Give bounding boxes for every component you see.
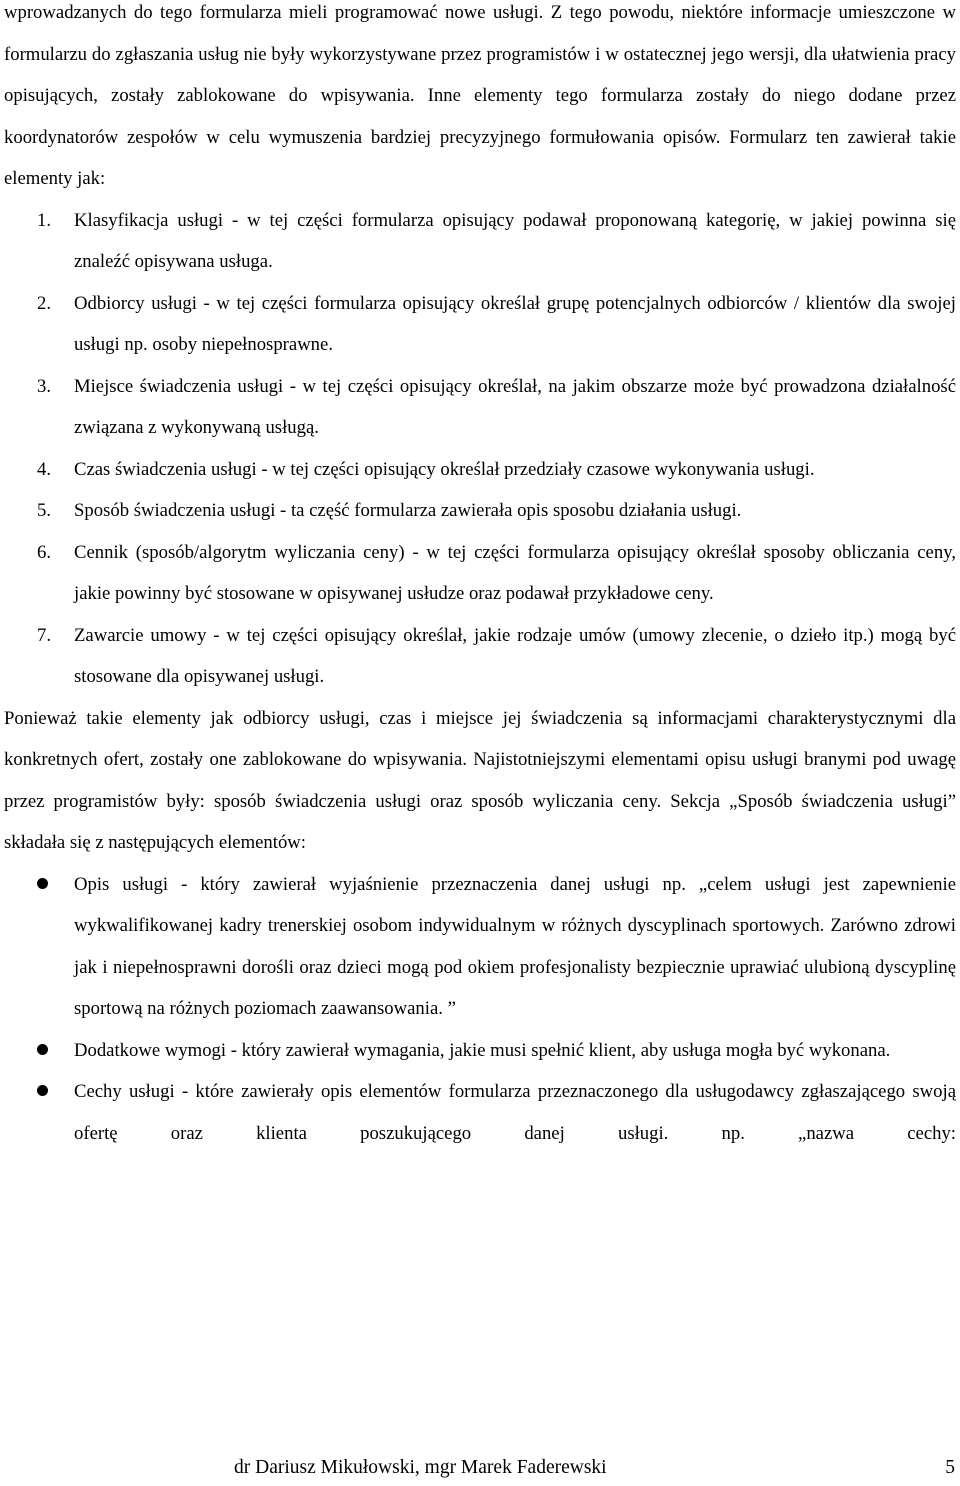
bullet-item [4, 1071, 956, 1154]
list-number: 2. [37, 292, 52, 314]
bullet-item-text: Cechy usługi - które zawierały opis elementów formularza przeznaczonego dla usługodawcy zgłaszającego swoją ofertę oraz klienta poszukującego danej usługi. np. „nazwa cechy: [74, 1081, 956, 1144]
list-item [4, 532, 956, 615]
list-item [4, 615, 956, 698]
bullet-item-text: Dodatkowe wymogi - który zawierał wymagania, jakie musi spełnić klient, aby usługa mogła być wykonana. [74, 1039, 891, 1061]
section-elements-list [4, 864, 956, 1155]
list-item-text: Miejsce świadczenia usługi - w tej części opisujący określał, na jakim obszarze może być prowadzona działalność związana z wykonywaną usługą. [74, 375, 956, 438]
list-item-text: Cennik (sposób/algorytm wyliczania ceny) - w tej części formularza opisujący określał sposoby obliczania ceny, jakie powinny być stosowane w opisywanej usłudze oraz podawał przykładowe ceny. [74, 541, 956, 604]
form-elements-list [4, 200, 956, 698]
bullet-icon [37, 1085, 48, 1096]
bullet-item [4, 1030, 956, 1072]
page-number: 5 [945, 1457, 955, 1478]
list-number: 4. [37, 458, 52, 480]
list-item [4, 490, 956, 532]
page-footer [0, 1450, 960, 1486]
list-number: 7. [37, 624, 52, 646]
list-item-text: Klasyfikacja usługi - w tej części formularza opisujący podawał proponowaną kategorię, w jakiej powinna się znaleźć opisywana usługa. [74, 209, 956, 272]
list-number: 1. [37, 209, 52, 231]
bullet-item [4, 864, 956, 1030]
bullet-icon [37, 1044, 48, 1055]
list-item-text: Odbiorcy usługi - w tej części formularza opisujący określał grupę potencjalnych odbiorców / klientów dla swojej usługi np. osoby niepełnosprawne. [74, 292, 956, 355]
bullet-item-text: Opis usługi - który zawierał wyjaśnienie przeznaczenia danej usługi np. „celem usługi jest zapewnienie wykwalifikowanej kadry trenerskiej osobom indywidualnym w różnych dyscyplinach sportowych. Zarówno zdrowi jak i niepełnosprawni dorośli oraz dzieci mogą pod okiem profesjonalisty bezpiecznie uprawiać ulubioną dyscyplinę sportową na różnych poziomach zaawansowania. ” [74, 873, 956, 1019]
list-item [4, 366, 956, 449]
list-item [4, 449, 956, 491]
list-item [4, 283, 956, 366]
list-number: 3. [37, 375, 52, 397]
footer-authors: dr Dariusz Mikułowski, mgr Marek Faderewski [234, 1457, 607, 1478]
list-item-text: Zawarcie umowy - w tej części opisujący określał, jakie rodzaje umów (umowy zlecenie, o dzieło itp.) mogą być stosowane dla opisywanej usługi. [74, 624, 956, 687]
bullet-icon [37, 878, 48, 889]
list-item [4, 200, 956, 283]
list-number: 6. [37, 541, 52, 563]
document-page [4, 0, 956, 1154]
intro-paragraph: wprowadzanych do tego formularza mieli programować nowe usługi. Z tego powodu, niektóre informacje umieszczone w formularzu do zgłaszania usług nie były wykorzystywane przez programistów i w ostatecznej jego wersji, dla ułatwienia pracy opisujących, zostały zablokowane do wpisywania. Inne elementy tego formularza zostały do niego dodane przez koordynatorów zespołów w celu wymuszenia bardziej precyzyjnego formułowania opisów. Formularz ten zawierał takie elementy jak: [4, 2, 956, 189]
list-number: 5. [37, 500, 52, 521]
list-item-text: Czas świadczenia usługi - w tej części opisujący określał przedziały czasowe wykonywania usługi. [74, 458, 815, 480]
body-paragraph: Ponieważ takie elementy jak odbiorcy usługi, czas i miejsce jej świadczenia są informacjami charakterystycznymi dla konkretnych ofert, zostały one zablokowane do wpisywania. Najistotniejszymi elementami opisu usługi branymi pod uwagę przez programistów były: sposób świadczenia usługi oraz sposób wyliczania ceny. Sekcja „Sposób świadczenia usługi” składała się z następujących elementów: [4, 707, 956, 853]
list-item-text: Sposób świadczenia usługi - ta część formularza zawierała opis sposobu działania usługi. [74, 500, 742, 521]
